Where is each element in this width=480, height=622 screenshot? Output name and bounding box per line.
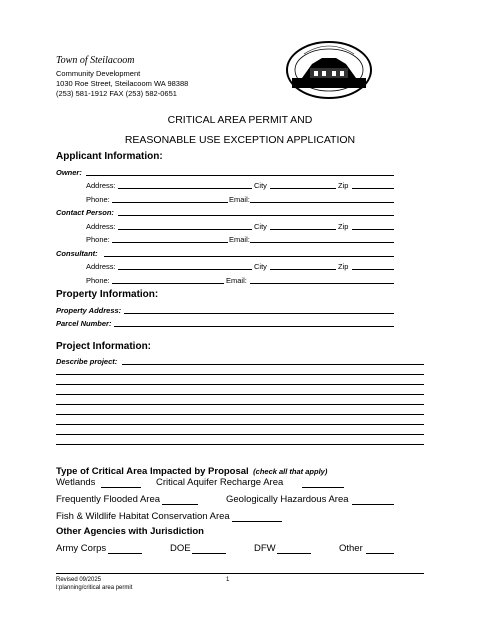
describe-project-line[interactable]: [56, 374, 424, 375]
geologic-check[interactable]: [352, 504, 394, 505]
consultant-phone-field[interactable]: [112, 283, 224, 284]
doe-label: DOE: [170, 543, 191, 554]
describe-project-line[interactable]: [56, 424, 424, 425]
other-label: Other: [339, 543, 363, 554]
contact-zip-label: Zip: [338, 222, 349, 231]
dfw-check[interactable]: [277, 553, 311, 554]
critical-area-title: Type of Critical Area Impacted by Proposal: [56, 466, 249, 477]
other-check[interactable]: [366, 553, 394, 554]
consultant-label: Consultant:: [56, 249, 98, 258]
owner-city-field[interactable]: [270, 188, 336, 189]
army-corps-label: Army Corps: [56, 543, 107, 554]
consultant-city-field[interactable]: [270, 269, 336, 270]
contact-phone-label: Phone:: [86, 235, 110, 244]
town-seal-logo: [284, 40, 374, 100]
org-address: 1030 Roe Street, Steilacoom WA 98388: [56, 79, 189, 88]
consultant-email-label: Email:: [226, 276, 247, 285]
describe-project-line[interactable]: [56, 404, 424, 405]
department: Community Development: [56, 69, 141, 78]
footer-path: l:planning/critical area permit: [56, 585, 133, 591]
describe-project-line[interactable]: [56, 434, 424, 435]
agencies-heading: Other Agencies with Jurisdiction: [56, 526, 204, 537]
owner-city-label: City: [254, 181, 267, 190]
doe-check[interactable]: [192, 553, 226, 554]
owner-zip-field[interactable]: [352, 188, 394, 189]
describe-project-line[interactable]: [56, 384, 424, 385]
consultant-phone-label: Phone:: [86, 276, 110, 285]
describe-project-line[interactable]: [56, 394, 424, 395]
contact-email-label: Email:: [229, 235, 250, 244]
owner-field[interactable]: [86, 175, 394, 176]
owner-phone-label: Phone:: [86, 195, 110, 204]
footer-revised: Revised 09/2025: [56, 577, 102, 583]
habitat-label: Fish & Wildlife Habitat Conservation Area: [56, 511, 230, 522]
org-phone-fax: (253) 581-1912 FAX (253) 582-0651: [56, 89, 177, 98]
describe-project-line[interactable]: [122, 364, 424, 365]
aquifer-check[interactable]: [302, 487, 344, 488]
consultant-zip-label: Zip: [338, 262, 349, 271]
army-corps-check[interactable]: [108, 553, 142, 554]
contact-label: Contact Person:: [56, 208, 114, 217]
contact-field[interactable]: [118, 215, 394, 216]
applicant-heading: Applicant Information:: [56, 151, 163, 162]
consultant-email-field[interactable]: [250, 283, 394, 284]
contact-phone-field[interactable]: [112, 242, 228, 243]
contact-address-field[interactable]: [118, 229, 252, 230]
project-heading: Project Information:: [56, 341, 152, 352]
org-name: Town of Steilacoom: [56, 55, 135, 66]
wetlands-label: Wetlands: [56, 477, 96, 488]
property-address-field[interactable]: [124, 313, 394, 314]
consultant-zip-field[interactable]: [352, 269, 394, 270]
contact-city-field[interactable]: [270, 229, 336, 230]
property-heading: Property Information:: [56, 289, 159, 300]
owner-email-field[interactable]: [250, 202, 394, 203]
contact-zip-field[interactable]: [352, 229, 394, 230]
wetlands-check[interactable]: [101, 487, 141, 488]
footer-divider: [56, 573, 424, 574]
dfw-label: DFW: [254, 543, 276, 554]
consultant-address-field[interactable]: [118, 269, 252, 270]
contact-city-label: City: [254, 222, 267, 231]
contact-address-label: Address:: [86, 222, 116, 231]
owner-phone-field[interactable]: [112, 202, 228, 203]
property-address-label: Property Address:: [56, 306, 122, 315]
consultant-field[interactable]: [104, 256, 394, 257]
owner-email-label: Email:: [229, 195, 250, 204]
footer-page-number: 1: [226, 577, 230, 583]
flooded-check[interactable]: [162, 504, 198, 505]
form-title-line1: CRITICAL AREA PERMIT AND: [167, 114, 313, 126]
habitat-check[interactable]: [232, 521, 282, 522]
describe-project-line[interactable]: [56, 414, 424, 415]
form-title-line2: REASONABLE USE EXCEPTION APPLICATION: [124, 134, 356, 146]
geologic-label: Geologically Hazardous Area: [226, 494, 349, 505]
describe-project-label: Describe project:: [56, 357, 118, 366]
describe-project-line[interactable]: [56, 444, 424, 445]
parcel-number-label: Parcel Number:: [56, 319, 112, 328]
parcel-number-field[interactable]: [114, 326, 394, 327]
consultant-address-label: Address:: [86, 262, 116, 271]
flooded-label: Frequently Flooded Area: [56, 494, 161, 505]
critical-area-note: (check all that apply): [253, 467, 328, 476]
owner-zip-label: Zip: [338, 181, 349, 190]
owner-address-label: Address:: [86, 181, 116, 190]
owner-address-field[interactable]: [118, 188, 252, 189]
consultant-city-label: City: [254, 262, 267, 271]
contact-email-field[interactable]: [250, 242, 394, 243]
owner-label: Owner:: [56, 168, 82, 177]
aquifer-label: Critical Aquifer Recharge Area: [156, 477, 284, 488]
